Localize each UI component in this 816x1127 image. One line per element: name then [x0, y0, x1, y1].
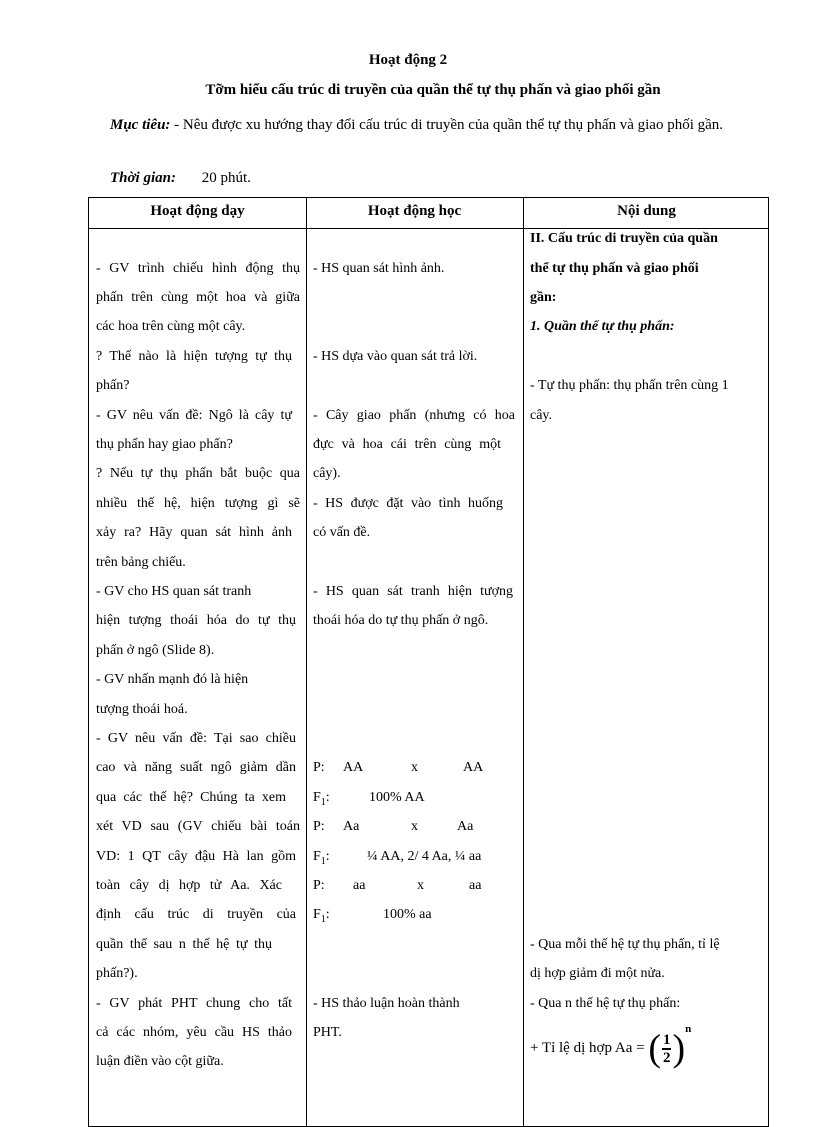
teacher-line: phấn?).	[96, 966, 138, 981]
teacher-line: toàn cây dị hợp tử Aa. Xác	[96, 878, 282, 893]
cross-p-label: P:	[313, 760, 325, 775]
header-content: Nội dung	[617, 203, 676, 219]
teacher-line: qua các thế hệ? Chúng ta xem	[96, 790, 286, 805]
subsection-heading: 1. Quần thể tự thụ phấn:	[530, 319, 675, 334]
objective-text: - Nêu được xu hướng thay đổi cấu trúc di truyền của quần thể tự thụ phấn và giao phối gần.	[174, 117, 724, 133]
teacher-line: xét VD sau (GV chiếu bài toán	[96, 819, 300, 834]
time-label: Thời gian:	[110, 170, 176, 186]
content-line: - Tự thụ phấn: thụ phấn trên cùng 1	[530, 378, 729, 393]
cross-parent-1: AA	[343, 760, 364, 775]
teacher-line: định cấu trúc di truyền của	[96, 907, 296, 922]
header-learning: Hoạt động học	[367, 203, 462, 219]
teacher-line: thụ phấn hay giao phấn?	[96, 437, 233, 452]
teacher-line: luận điền vào cột giữa.	[96, 1054, 224, 1069]
column-divider	[523, 198, 524, 1126]
time-row	[110, 170, 251, 187]
objective-label: Mục tiêu:	[110, 117, 171, 133]
fraction-denominator: 2	[662, 1049, 671, 1066]
cross-parent-1: aa	[353, 878, 366, 893]
teacher-line: - GV nhấn mạnh đó là hiện	[96, 672, 249, 687]
cross-x: x	[411, 760, 418, 775]
objective	[88, 110, 768, 140]
teacher-line: ? Thế nào là hiện tượng tự thụ	[96, 349, 292, 364]
student-line: - HS thảo luận hoàn thành	[313, 996, 460, 1011]
student-line: đực và hoa cái trên cùng một	[313, 437, 501, 452]
cross-parent-2: Aa	[457, 819, 474, 834]
section-heading: thể tự thụ phấn và giao phối	[530, 261, 699, 276]
section-heading: gần:	[530, 290, 557, 305]
fraction-numerator: 1	[662, 1031, 671, 1048]
cross-p-label: P:	[313, 878, 325, 893]
header-teaching: Hoạt động dạy	[150, 203, 245, 219]
exponent: n	[685, 1023, 692, 1035]
fraction	[662, 1032, 672, 1066]
cross-f1-label: $F_1$:	[313, 790, 330, 808]
cross-f1-result: 100% AA	[369, 790, 425, 805]
cross-f1-label: $F_1$:	[313, 849, 330, 867]
cross-x: x	[417, 878, 424, 893]
teacher-line: phấn?	[96, 378, 130, 393]
activity-table	[88, 197, 769, 1127]
cross-f1-result: ¼ AA, 2/ 4 Aa, ¼ aa	[367, 849, 482, 864]
cross-f1-result: 100% aa	[383, 907, 432, 922]
student-line: - HS được đặt vào tình huống	[313, 496, 503, 511]
teacher-line: phấn trên cùng một hoa và giữa	[96, 290, 300, 305]
student-line: cây).	[313, 466, 341, 481]
teacher-line: nhiều thế hệ, hiện tượng gì sẽ	[96, 496, 300, 511]
cross-parent-2: AA	[463, 760, 484, 775]
content-line: cây.	[530, 408, 553, 423]
teacher-line: phấn ở ngô (Slide 8).	[96, 643, 215, 658]
student-line: PHT.	[313, 1025, 342, 1040]
student-line: - HS dựa vào quan sát trả lời.	[313, 349, 478, 364]
teacher-line: cả các nhóm, yêu cầu HS thảo	[96, 1025, 292, 1040]
teacher-line: - GV trình chiếu hình động thụ	[96, 261, 300, 276]
student-line: - HS quan sát tranh hiện tượng	[313, 584, 513, 599]
content-line: dị hợp giảm đi một nửa.	[530, 966, 665, 981]
content-line: - Qua n thế hệ tự thụ phấn:	[530, 996, 681, 1011]
teacher-line: xảy ra? Hãy quan sát hình ảnh	[96, 525, 292, 540]
teacher-line: cao và năng suất ngô giảm dần	[96, 760, 296, 775]
teacher-line: hiện tượng thoái hóa do tự thụ	[96, 613, 296, 628]
right-paren: )	[672, 1027, 686, 1070]
teacher-line: các hoa trên cùng một cây.	[96, 319, 246, 334]
header-divider	[89, 228, 768, 229]
teacher-line: VD: 1 QT cây đậu Hà lan gồm	[96, 849, 296, 864]
page-title: Hoạt động 2	[368, 52, 448, 68]
cross-f1-label: $F_1$:	[313, 907, 330, 925]
teacher-line: trên bảng chiếu.	[96, 555, 186, 570]
teacher-line: - GV nêu vấn đề: Tại sao chiều	[96, 731, 296, 746]
teacher-line: - GV cho HS quan sát tranh	[96, 584, 252, 599]
section-subtitle: Tỡm hiểu cấu trúc di truyền của quần thể tự thụ phấn và giao phối gần	[205, 82, 661, 98]
student-line: - HS quan sát hình ảnh.	[313, 261, 445, 276]
teacher-line: tượng thoái hoá.	[96, 702, 188, 717]
cross-parent-1: Aa	[343, 819, 360, 834]
student-line: - Cây giao phấn (nhưng có hoa	[313, 408, 515, 423]
cross-x: x	[411, 819, 418, 834]
cross-p-label: P:	[313, 819, 325, 834]
student-line: có vấn đề.	[313, 525, 371, 540]
teacher-line: - GV phát PHT chung cho tất	[96, 996, 292, 1011]
teacher-line: - GV nêu vấn đề: Ngô là cây tự	[96, 408, 292, 423]
cross-parent-2: aa	[469, 878, 482, 893]
teacher-line: quần thể sau n thế hệ tự thụ	[96, 937, 272, 952]
content-line: - Qua mỗi thế hệ tự thụ phấn, tỉ lệ	[530, 937, 720, 952]
left-paren: (	[648, 1027, 661, 1070]
student-line: thoái hóa do tự thụ phấn ở ngô.	[313, 613, 489, 628]
teacher-line: ? Nếu tự thụ phấn bắt buộc qua	[96, 466, 300, 481]
section-heading: II. Cấu trúc di truyền của quần	[530, 231, 718, 246]
formula-prefix: + Tỉ lệ dị hợp Aa =	[530, 1040, 645, 1056]
time-value: 20 phút.	[201, 170, 251, 186]
heterozygote-formula	[530, 1023, 691, 1068]
column-divider	[306, 198, 307, 1126]
